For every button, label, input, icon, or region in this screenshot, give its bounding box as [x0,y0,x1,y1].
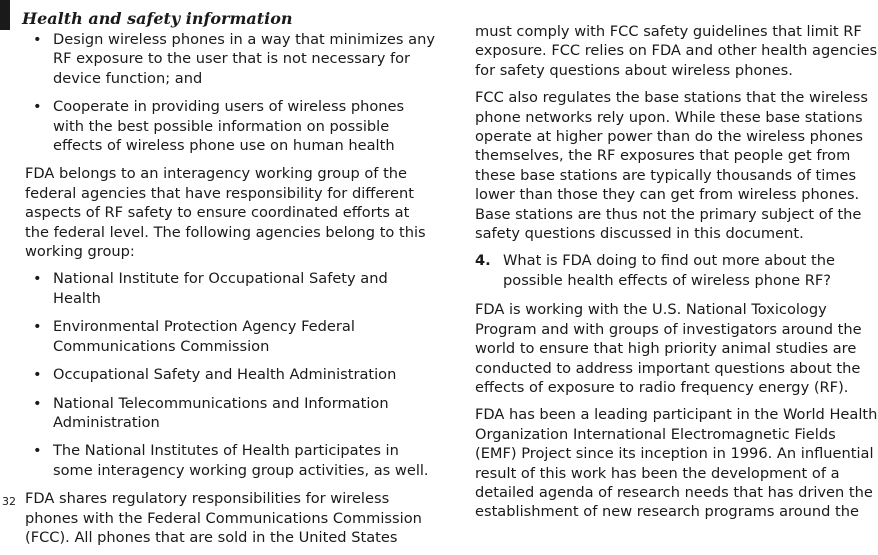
numbered-question [475,251,878,290]
paragraph: FDA shares regulatory responsibilities for wireless phones with the Federal Communications Commission (FCC). All phones that are sold in the United States [25,490,422,546]
list-item: • National Institute for Occupational Safety and Health [25,269,437,308]
paragraph: FDA belongs to an interagency working group of the federal agencies that have responsibility for different aspects of RF safety to ensure coordinated efforts at the federal level. The following agencies belong to this working group: [25,165,426,261]
list-item: • National Telecommunications and Information Administration [25,394,437,433]
paragraph: must comply with FCC safety guidelines that limit RF exposure. FCC relies on FDA and other health agencies for safety questions about wireless phones. [475,23,878,79]
right-column [475,22,878,530]
list-item: • Cooperate in providing users of wireless phones with the best possible information on possible effects of wireless phone use on human health [25,97,437,155]
list-item: • The National Institutes of Health participates in some interagency working group activities, as well. [25,441,437,480]
left-column [25,30,437,555]
list-item: • Environmental Protection Agency Federal Communications Commission [25,317,437,356]
question-number: 4. [475,252,491,270]
paragraph: FDA has been a leading participant in the World Health Organization International Electromagnetic Fields (EMF) Project since its inception in 1996. An influential result of this work has been the development of a detailed agenda of research needs that has driven the establishment of new research programs around the [475,406,878,521]
list-item: • Design wireless phones in a way that minimizes any RF exposure to the user that is not necessary for device function; and [25,30,437,88]
bullet-list-responsibilities [25,30,437,155]
page-number: 32 [2,495,16,508]
page-header-title: Health and safety information [22,9,293,28]
list-item: • Occupational Safety and Health Administration [25,365,437,384]
paragraph: FDA is working with the U.S. National Toxicology Program and with groups of investigators around the world to ensure that high priority animal studies are conducted to address important questions about the effects of exposure to radio frequency energy (RF). [475,301,862,396]
bullet-list-agencies [25,269,437,480]
question-text: What is FDA doing to find out more about the possible health effects of wireless phone RF? [503,252,835,289]
header-bar [0,0,10,30]
paragraph: FCC also regulates the base stations that the wireless phone networks rely upon. While these base stations operate at higher power than do the wireless phones themselves, the RF exposures that people get from these base stations are typically thousands of times lower than those they can get from wireless phones. Base stations are thus not the primary subject of the safety questions discussed in this document. [475,89,868,243]
